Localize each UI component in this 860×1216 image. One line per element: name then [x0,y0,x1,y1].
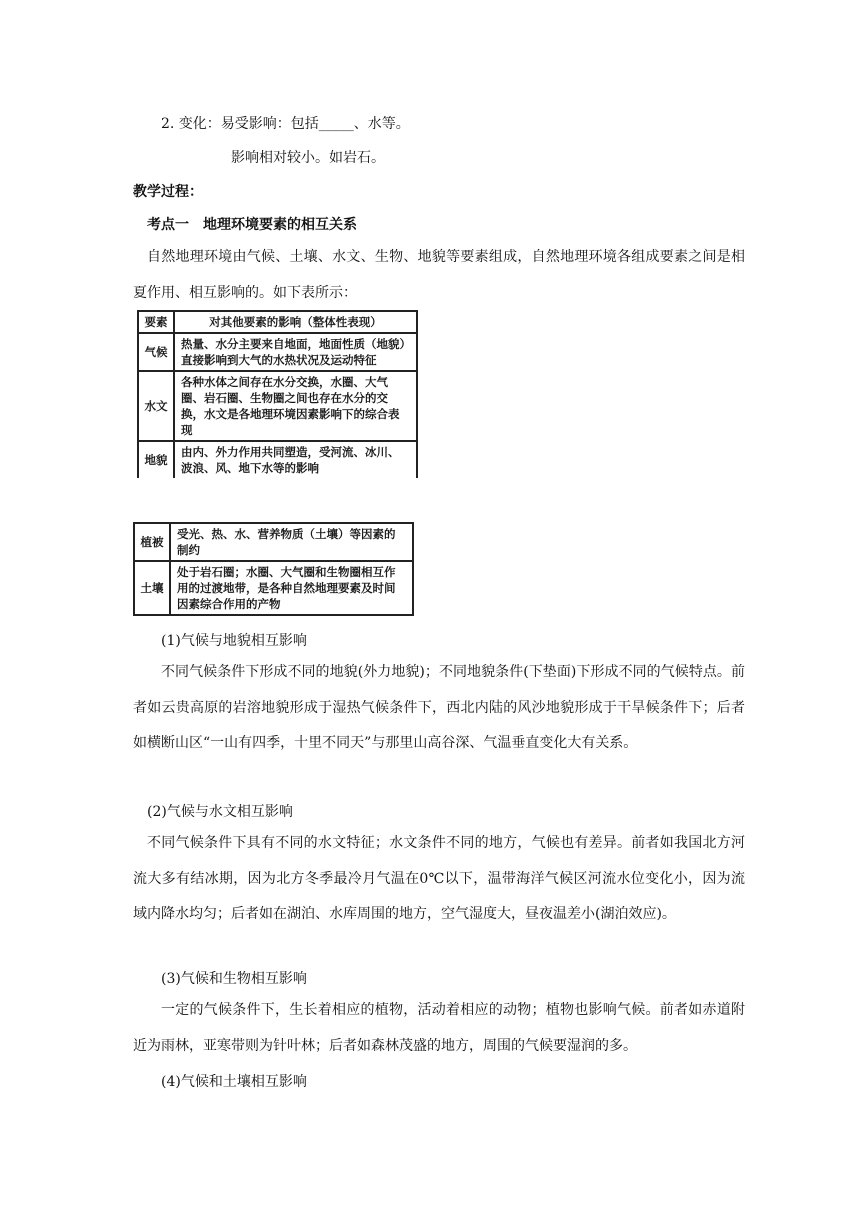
intro-text: 自然地理环境由气候、土壤、水文、生物、地貌等要素组成，自然地理环境各组成要素之间是相夏作用、相互影响的。如下表所示： [133,249,745,301]
table-cell-influence: 各种水体之间存在水分交换，水圈、大气圈、岩石圈、生物圈之间也存在水分的交换，水文是各地理环境因素影响下的综合表现 [174,371,417,441]
table-cell-influence: 由内、外力作用共同塑造，受河流、冰川、波浪、风、地下水等的影响 [174,441,417,478]
change-line: 2. 变化：易受影响：包括_____、水等。 [161,116,410,132]
table-cell-element: 气候 [138,333,174,371]
element-influence-table [137,310,418,478]
subsection-body-1 [133,655,745,762]
subsection-title-3: (3)气候和生物相互影响 [161,971,307,987]
subsection-text-3: 一定的气候条件下，生长着相应的植物，活动着相应的动物；植物也影响气候。前者如赤道附近为雨林，亚寒带则为针叶林；后者如森林茂盛的地方，周围的气候要湿润的多。 [133,1002,745,1054]
subsection-body-2 [133,826,745,933]
subsection-text-1: 不同气候条件下形成不同的地貌(外力地貌)；不同地貌条件(下垫面)下形成不同的气候特点。前者如云贵高原的岩溶地貌形成于湿热气候条件下，西北内陆的风沙地貌形成于干旱候条件下；后者如横断山区“一山有四季，十里不同天”与那里山高谷深、气温垂直变化大有关系。 [133,664,745,751]
section-heading: 教学过程： [133,184,203,200]
table-header-cell: 要素 [138,311,174,333]
table-header-cell: 对其他要素的影响（整体性表现） [174,311,417,333]
table-row [138,371,417,441]
topic-heading: 考点一 地理环境要素的相互关系 [147,217,357,233]
table-cell-element: 土壤 [134,561,170,615]
element-influence-table-continued [133,522,414,616]
table-cell-influence: 热量、水分主要来自地面，地面性质（地貌）直接影响到大气的水热状况及运动特征 [174,333,417,371]
intro-paragraph [133,240,745,311]
table-header-row [138,311,417,333]
table-cell-element: 水文 [138,371,174,441]
subsection-title-2: (2)气候与水文相互影响 [147,804,293,820]
table-cell-element: 地貌 [138,441,174,478]
table-row [138,441,417,478]
table-cell-element: 植被 [134,523,170,561]
table-row [134,561,413,615]
table-cell-influence: 处于岩石圈；水圈、大气圈和生物圈相互作用的过渡地带，是各种自然地理要素及时间因素综合作用的产物 [170,561,413,615]
table-row [138,333,417,371]
table-row [134,523,413,561]
subsection-body-3 [133,993,745,1064]
rock-line: 影响相对较小。如岩石。 [231,150,385,166]
subsection-text-2: 不同气候条件下具有不同的水文特征；水文条件不同的地方，气候也有差异。前者如我国北方河流大多有结冰期，因为北方冬季最冷月气温在0℃以下，温带海洋气候区河流水位变化小，因为流域内降水均匀；后者如在湖泊、水库周围的地方，空气湿度大，昼夜温差小(湖泊效应)。 [133,835,745,922]
table-cell-influence: 受光、热、水、营养物质（土壤）等因素的制约 [170,523,413,561]
subsection-title-4: (4)气候和土壤相互影响 [161,1074,307,1090]
subsection-title-1: (1)气候与地貌相互影响 [161,633,307,649]
